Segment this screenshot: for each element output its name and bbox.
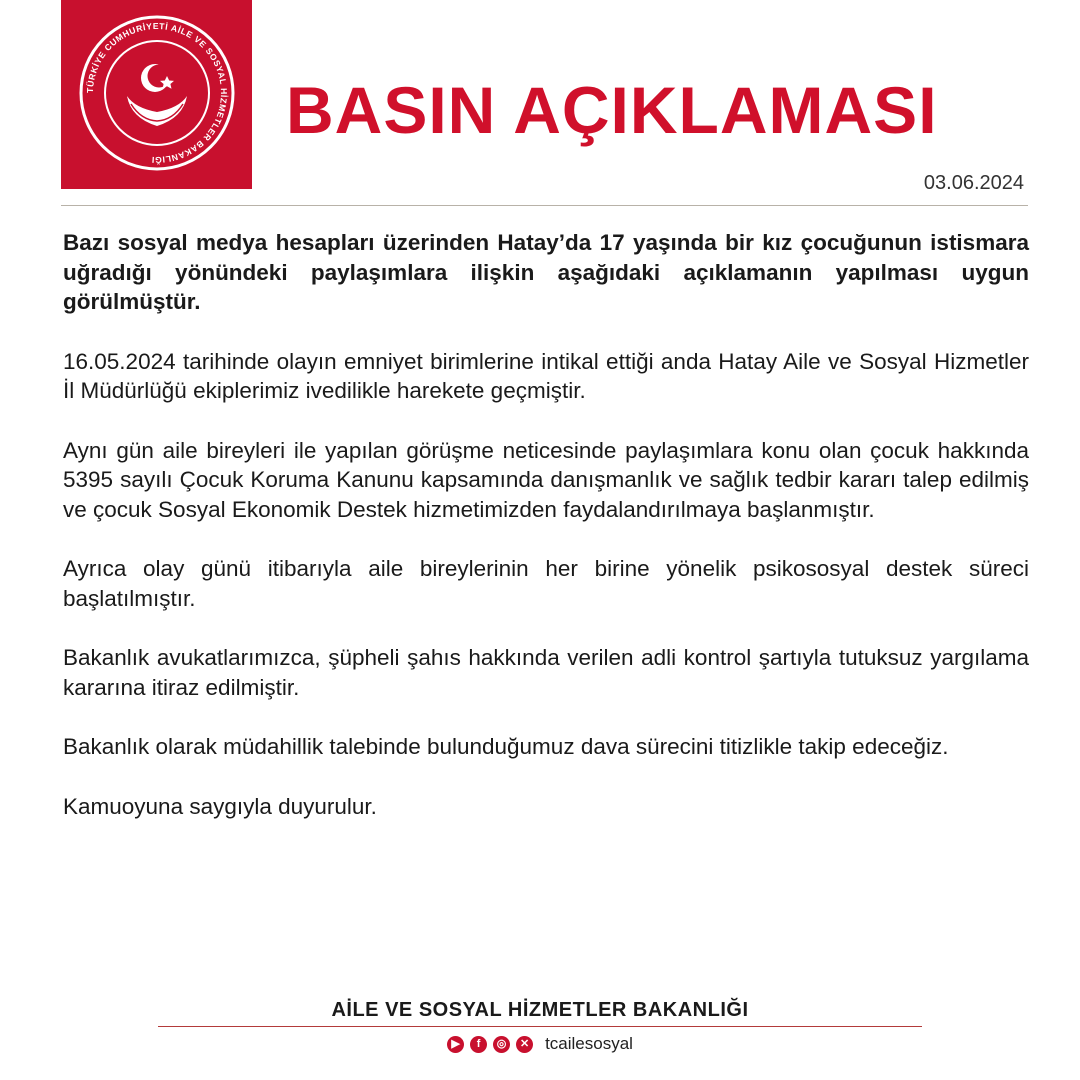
body-paragraph: Bakanlık olarak müdahillik talebinde bulunduğumuz dava sürecini titizlikle takip edeceğiz. — [63, 734, 949, 759]
release-date: 03.06.2024 — [923, 172, 1024, 194]
closing-paragraph: Kamuoyuna saygıyla duyurulur. — [63, 793, 377, 819]
youtube-icon[interactable]: ▶ — [447, 1036, 464, 1053]
body-paragraph: Bakanlık avukatlarımızca, şüpheli şahıs hakkında verilen adli kontrol şartıyla tutuksuz yargılama kararına itiraz edilmiştir. — [63, 645, 1029, 700]
page-title: BASIN AÇIKLAMASI — [286, 73, 938, 147]
ministry-name: AİLE VE SOSYAL HİZMETLER BAKANLIĞI — [331, 999, 749, 1021]
facebook-icon[interactable]: f — [470, 1036, 487, 1053]
instagram-icon[interactable]: ◎ — [493, 1036, 510, 1053]
x-icon[interactable]: ✕ — [516, 1036, 533, 1053]
logo-ring-text: TÜRKİYE CUMHURİYETİ AİLE VE SOSYAL HİZMETLER BAKANLIĞI — [84, 20, 230, 166]
statement-body — [63, 228, 1029, 851]
body-paragraph: Ayrıca olay günü itibarıyla aile bireylerinin her birine yönelik psikososyal destek süreci başlatılmıştır. — [63, 556, 1029, 611]
footer-divider — [158, 1026, 922, 1027]
body-paragraph: Aynı gün aile bireyleri ile yapılan görüşme neticesinde paylaşımlara konu olan çocuk hakkında 5395 sayılı Çocuk Koruma Kanunu kapsamında danışmanlık ve sağlık tedbir kararı talep edilmiş ve çocuk Sosyal Ekonomik Destek hizmetimizden faydalandırılmaya başlanmıştır. — [63, 437, 1029, 522]
ministry-seal-icon — [61, 0, 252, 189]
header-divider — [61, 205, 1028, 206]
ministry-logo — [61, 0, 252, 189]
body-paragraph: 16.05.2024 tarihinde olayın emniyet birimlerine intikal ettiği anda Hatay Aile ve Sosyal Hizmetler İl Müdürlüğü ekiplerimiz ivedilikle harekete geçmiştir. — [63, 348, 1029, 403]
social-links — [0, 1034, 1080, 1054]
social-handle[interactable]: tcailesosyal — [545, 1034, 633, 1053]
lead-paragraph: Bazı sosyal medya hesapları üzerinden Hatay’da 17 yaşında bir kız çocuğunun istismara uğradığı yönündeki paylaşımlara ilişkin aşağıdaki açıklamanın yapılması uygun görülmüştür. — [63, 230, 1029, 314]
